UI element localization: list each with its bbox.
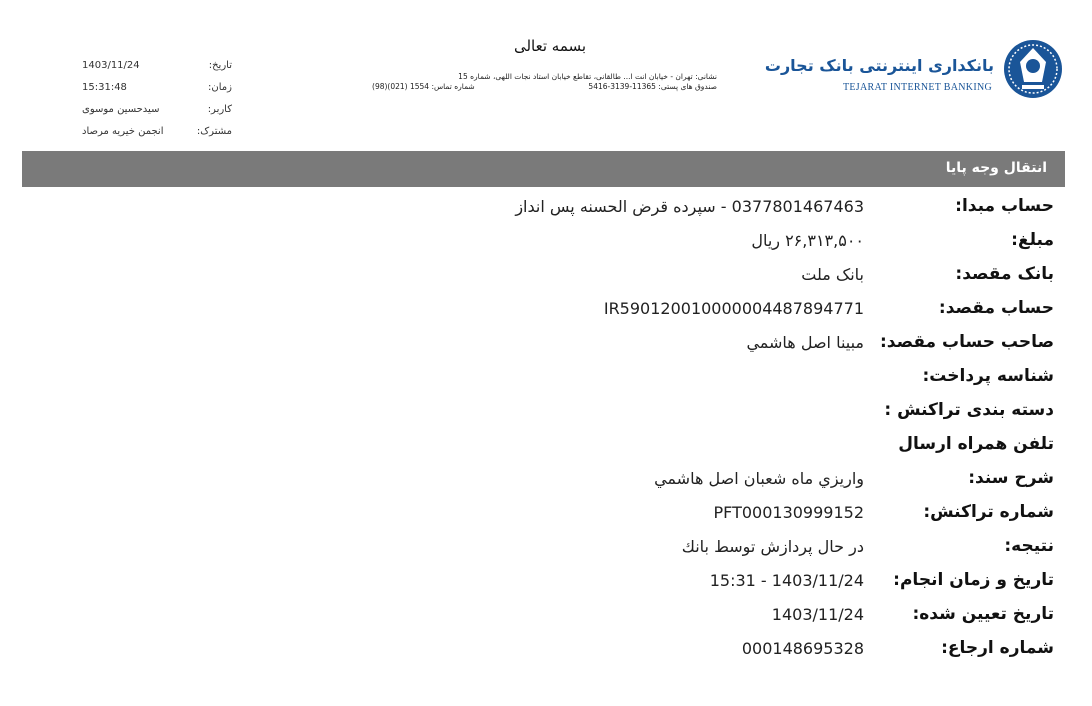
- detail-value: 1403/11/24 - 15:31: [709, 570, 864, 590]
- meta-row-user: [82, 98, 232, 120]
- meta-row-customer: [82, 120, 232, 142]
- bank-phone: شماره تماس: 1554 (021)(98): [372, 82, 475, 91]
- detail-label: تلفن همراه ارسال: [898, 434, 1054, 454]
- detail-label: دسته بندی تراکنش :: [884, 400, 1054, 420]
- detail-row-destination-account: [354, 291, 1054, 325]
- page-title: انتقال وجه پایا: [945, 160, 1047, 176]
- detail-row-scheduled-date: [354, 597, 1054, 631]
- detail-label: حساب مقصد:: [938, 298, 1054, 318]
- detail-label: نتیجه:: [1004, 536, 1054, 556]
- detail-row-execution-datetime: [354, 563, 1054, 597]
- meta-label: تاریخ:: [208, 59, 232, 71]
- detail-row-source-account: [354, 189, 1054, 223]
- detail-value: مبینا اصل هاشمي: [746, 332, 864, 352]
- detail-label: حساب مبدا:: [955, 196, 1054, 216]
- detail-label: شماره تراکنش:: [923, 502, 1054, 522]
- detail-label: مبلغ:: [1011, 230, 1054, 250]
- detail-value: PFT000130999152: [713, 502, 864, 522]
- title-bar: [22, 151, 1065, 187]
- detail-row-sms-phone: [354, 427, 1054, 461]
- detail-label: بانک مقصد:: [955, 264, 1054, 284]
- bank-logo: [764, 38, 1064, 100]
- detail-row-amount: [354, 223, 1054, 257]
- detail-row-destination-bank: [354, 257, 1054, 291]
- detail-row-description: [354, 461, 1054, 495]
- detail-row-result: [354, 529, 1054, 563]
- detail-label: شماره ارجاع:: [941, 638, 1054, 658]
- detail-label: شرح سند:: [968, 468, 1054, 488]
- detail-value: 1403/11/24: [771, 604, 864, 624]
- detail-value: ۲۶,۳۱۳,۵۰۰ ریال: [751, 230, 864, 250]
- detail-value: IR590120010000004487894771: [603, 298, 864, 318]
- meta-label: زمان:: [208, 81, 232, 93]
- detail-row-transaction-category: [354, 393, 1054, 427]
- meta-value: انجمن خیریه مرصاد: [82, 125, 164, 137]
- detail-value: واريزي ماه شعبان اصل هاشمي: [654, 468, 864, 488]
- detail-value: 0377801467463 - سپرده قرض الحسنه پس انداز: [515, 196, 864, 216]
- detail-label: صاحب حساب مقصد:: [879, 332, 1054, 352]
- session-meta: [82, 54, 232, 142]
- detail-row-payment-id: [354, 359, 1054, 393]
- detail-row-transaction-number: [354, 495, 1054, 529]
- meta-row-date: [82, 54, 232, 76]
- detail-row-account-owner: [354, 325, 1054, 359]
- detail-value: 000148695328: [741, 638, 864, 658]
- meta-value: سیدحسین موسوی: [82, 103, 160, 115]
- bismillah-heading: بسمه تعالی: [513, 37, 587, 55]
- bank-contact-info: [372, 72, 717, 92]
- detail-row-reference-number: [354, 631, 1054, 665]
- bank-address: نشانی: تهران - خیابان انت ا... طالقانی، تقاطع خیابان استاد نجات اللهی، شماره 15: [458, 72, 717, 81]
- transfer-details: [354, 189, 1054, 665]
- meta-label: مشترک:: [196, 125, 232, 137]
- meta-row-time: [82, 76, 232, 98]
- tejarat-emblem-icon: [1002, 38, 1064, 100]
- detail-label: شناسه پرداخت:: [922, 366, 1054, 386]
- detail-label: تاریخ و زمان انجام:: [893, 570, 1054, 590]
- meta-value: 1403/11/24: [82, 59, 140, 71]
- meta-label: کاربر:: [207, 103, 232, 115]
- detail-label: تاریخ تعیین شده:: [912, 604, 1054, 624]
- detail-value: بانک ملت: [801, 264, 864, 284]
- bank-postal-box: صندوق های پستی: 11365-3139-5416: [588, 82, 717, 91]
- logo-english-text: TEJARAT INTERNET BANKING: [842, 82, 992, 93]
- detail-value: در حال پردازش توسط بانك: [681, 536, 864, 556]
- logo-persian-text: بانکداری اینترنتی بانک تجارت: [764, 56, 994, 75]
- meta-value: 15:31:48: [82, 81, 127, 93]
